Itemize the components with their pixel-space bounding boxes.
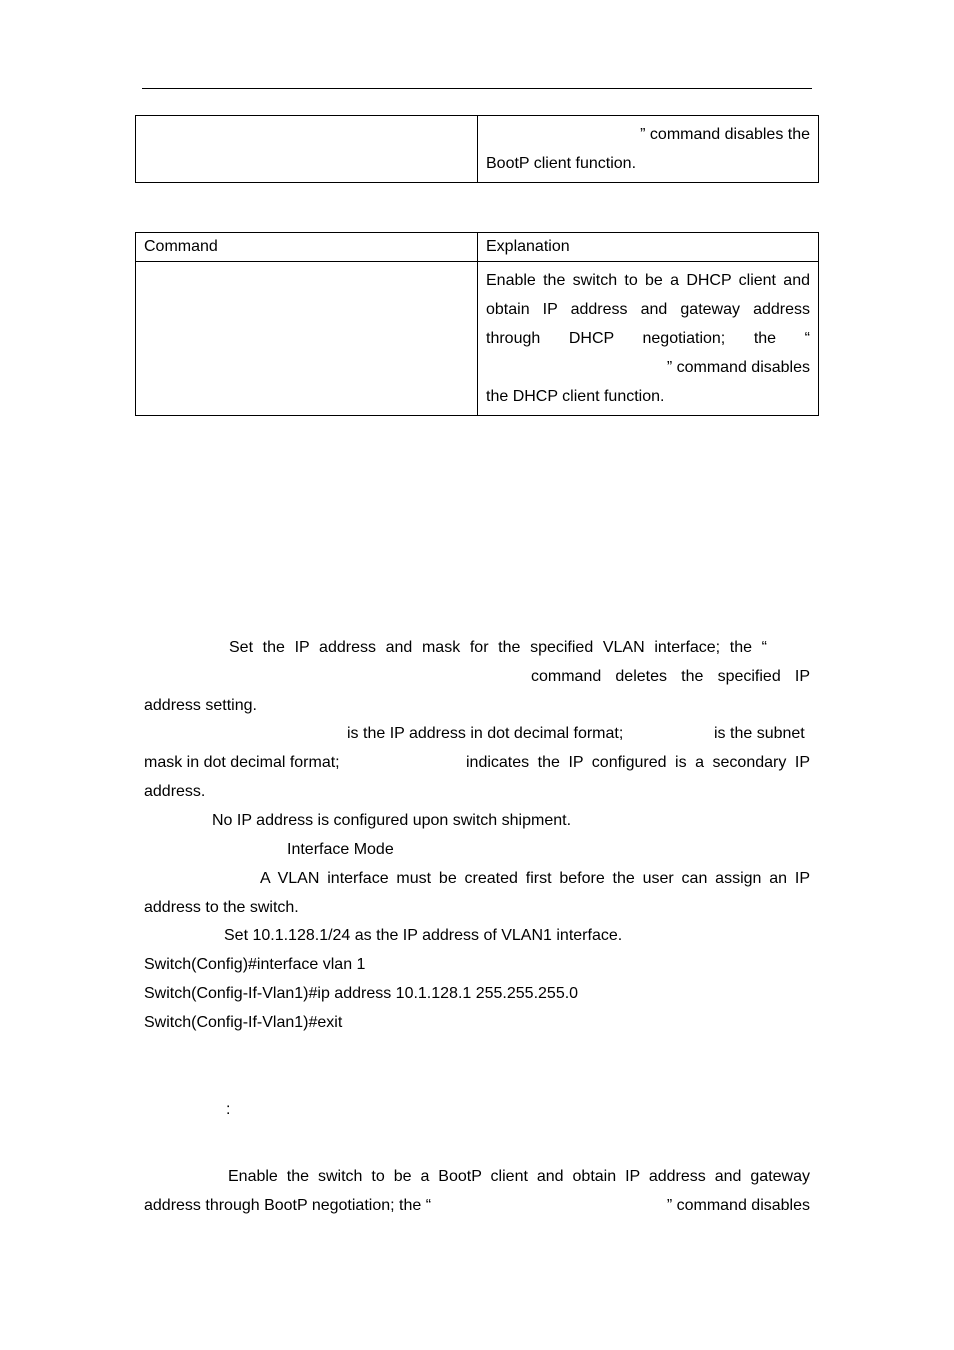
- function-text: Enable the switch to be a BootP client and obtain IP address and gateway: [228, 1168, 810, 1185]
- explanation-line: ” command disables: [666, 359, 810, 376]
- parameter-text: indicates the IP configured is a secondary IP: [466, 754, 810, 771]
- function-text: ” command disables: [666, 1197, 810, 1214]
- explanation-line: Enable the switch to be a DHCP client and: [486, 272, 810, 289]
- explanation-line: BootP client function.: [486, 155, 637, 172]
- parameter-text: is the subnet: [714, 725, 805, 742]
- example-text: Set 10.1.128.1/24 as the IP address of VLAN1 interface.: [224, 927, 623, 944]
- explanation-line: the DHCP client function.: [486, 388, 665, 405]
- usage-text: address to the switch.: [144, 899, 299, 916]
- dhcp-command-table: [135, 232, 819, 416]
- explanation-cell: [478, 262, 819, 416]
- mode-text: Interface Mode: [287, 841, 394, 858]
- function-text: address through BootP negotiation; the “: [144, 1197, 432, 1214]
- code-line: Switch(Config)#interface vlan 1: [144, 956, 366, 973]
- bootp-command-table: [135, 115, 819, 183]
- parameter-text: address.: [144, 783, 206, 800]
- command-cell: [136, 262, 478, 416]
- parameter-text: is the IP address in dot decimal format;: [347, 725, 624, 742]
- explanation-line: through DHCP negotiation; the “: [486, 330, 810, 347]
- header-explanation: Explanation: [478, 233, 819, 262]
- command-cell: [136, 116, 478, 183]
- explanation-cell: [478, 116, 819, 183]
- function-text: Set the IP address and mask for the specified VLAN interface; the “: [229, 639, 767, 656]
- header-command: Command: [136, 233, 478, 262]
- explanation-line: ” command disables the: [640, 126, 810, 143]
- usage-text: A VLAN interface must be created first before the user can assign an IP: [260, 870, 810, 887]
- header-rule: [142, 88, 812, 89]
- parameter-text: mask in dot decimal format;: [144, 754, 340, 771]
- code-line: Switch(Config-If-Vlan1)#exit: [144, 1014, 343, 1031]
- default-text: No IP address is configured upon switch shipment.: [212, 812, 572, 829]
- code-line: Switch(Config-If-Vlan1)#ip address 10.1.128.1 255.255.255.0: [144, 985, 579, 1002]
- syntax-colon: :: [226, 1101, 231, 1118]
- explanation-line: obtain IP address and gateway address: [486, 301, 810, 318]
- function-text: address setting.: [144, 697, 257, 714]
- function-text: command deletes the specified IP: [531, 668, 810, 685]
